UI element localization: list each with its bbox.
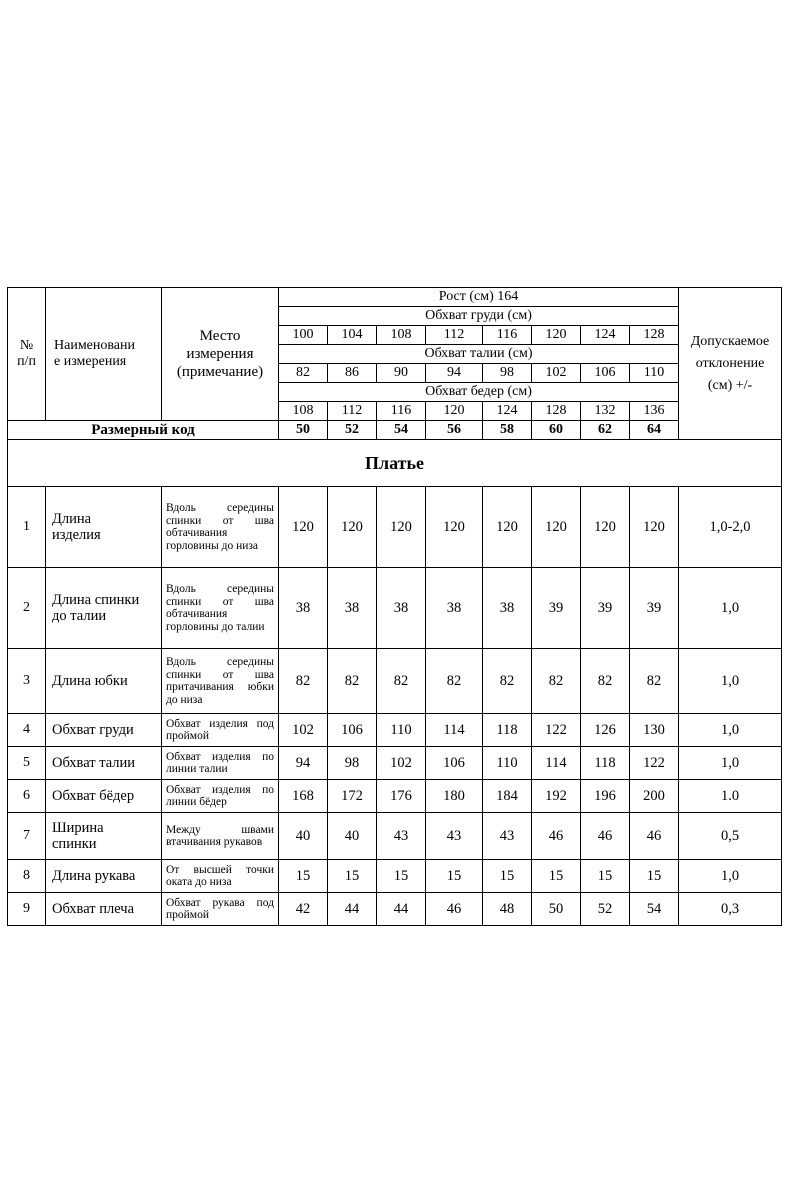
size-code-value: 54 xyxy=(377,421,426,440)
measurement-name: Длина спинки до талии xyxy=(46,568,162,649)
waist-value: 106 xyxy=(581,364,630,383)
chest-value: 116 xyxy=(483,326,532,345)
measurement-row xyxy=(8,780,782,813)
measurement-row xyxy=(8,860,782,893)
header-chest-label: Обхват груди (см) xyxy=(279,307,679,326)
size-code-value: 56 xyxy=(426,421,483,440)
measurement-value: 106 xyxy=(426,747,483,780)
chest-value: 108 xyxy=(377,326,426,345)
measurement-value: 82 xyxy=(426,649,483,714)
waist-value: 82 xyxy=(279,364,328,383)
measurement-value: 180 xyxy=(426,780,483,813)
header-waist-label: Обхват талии (см) xyxy=(279,345,679,364)
measurement-value: 15 xyxy=(483,860,532,893)
measurement-value: 82 xyxy=(279,649,328,714)
size-code-value: 58 xyxy=(483,421,532,440)
tolerance-value: 0,3 xyxy=(679,893,782,926)
measurement-value: 38 xyxy=(328,568,377,649)
measurement-value: 15 xyxy=(532,860,581,893)
measurement-value: 122 xyxy=(532,714,581,747)
header-hips-label: Обхват бедер (см) xyxy=(279,383,679,402)
size-code-value: 60 xyxy=(532,421,581,440)
measurement-value: 15 xyxy=(426,860,483,893)
measurement-value: 50 xyxy=(532,893,581,926)
measurement-value: 82 xyxy=(377,649,426,714)
measurement-note: Вдоль середины спинки от шва обтачивания горловины до низа xyxy=(162,487,279,568)
hips-value: 124 xyxy=(483,402,532,421)
measurement-row xyxy=(8,568,782,649)
measurement-row xyxy=(8,649,782,714)
size-code-row xyxy=(8,421,782,440)
measurement-name: Длина изделия xyxy=(46,487,162,568)
chest-value: 100 xyxy=(279,326,328,345)
measurement-note: От высшей точки оката до низа xyxy=(162,860,279,893)
measurement-row xyxy=(8,813,782,860)
waist-value: 86 xyxy=(328,364,377,383)
measurement-value: 118 xyxy=(483,714,532,747)
measurement-value: 42 xyxy=(279,893,328,926)
tolerance-value: 1,0 xyxy=(679,714,782,747)
measurement-value: 82 xyxy=(581,649,630,714)
row-number: 8 xyxy=(8,860,46,893)
measurement-value: 46 xyxy=(630,813,679,860)
hips-value: 128 xyxy=(532,402,581,421)
size-code-value: 52 xyxy=(328,421,377,440)
measurement-value: 192 xyxy=(532,780,581,813)
measurement-value: 44 xyxy=(377,893,426,926)
section-title: Платье xyxy=(8,440,782,487)
hips-value: 120 xyxy=(426,402,483,421)
measurement-value: 43 xyxy=(426,813,483,860)
row-number: 2 xyxy=(8,568,46,649)
measurement-value: 120 xyxy=(630,487,679,568)
tolerance-value: 1,0-2,0 xyxy=(679,487,782,568)
measurement-value: 120 xyxy=(581,487,630,568)
measurement-note: Обхват изделия по линии бёдер xyxy=(162,780,279,813)
measurement-row xyxy=(8,893,782,926)
tolerance-value: 1,0 xyxy=(679,747,782,780)
measurement-note: Вдоль середины спинки от шва притачивания юбки до низа xyxy=(162,649,279,714)
row-number: 9 xyxy=(8,893,46,926)
measurement-note: Между швами втачивания рукавов xyxy=(162,813,279,860)
measurement-value: 40 xyxy=(279,813,328,860)
size-code-value: 50 xyxy=(279,421,328,440)
measurement-value: 130 xyxy=(630,714,679,747)
measurement-value: 126 xyxy=(581,714,630,747)
measurement-value: 15 xyxy=(377,860,426,893)
measurement-value: 102 xyxy=(279,714,328,747)
measurement-value: 196 xyxy=(581,780,630,813)
measurement-value: 200 xyxy=(630,780,679,813)
tolerance-value: 1,0 xyxy=(679,860,782,893)
row-number: 1 xyxy=(8,487,46,568)
measurement-value: 44 xyxy=(328,893,377,926)
row-number: 3 xyxy=(8,649,46,714)
measurement-value: 48 xyxy=(483,893,532,926)
hips-value: 136 xyxy=(630,402,679,421)
measurement-value: 110 xyxy=(483,747,532,780)
measurement-value: 120 xyxy=(483,487,532,568)
chest-value: 128 xyxy=(630,326,679,345)
measurement-value: 43 xyxy=(483,813,532,860)
waist-value: 90 xyxy=(377,364,426,383)
measurement-value: 15 xyxy=(328,860,377,893)
waist-value: 94 xyxy=(426,364,483,383)
measurement-value: 38 xyxy=(426,568,483,649)
measurement-value: 114 xyxy=(426,714,483,747)
chest-value: 120 xyxy=(532,326,581,345)
measurement-value: 114 xyxy=(532,747,581,780)
header-height: Рост (см) 164 xyxy=(279,288,679,307)
measurement-row xyxy=(8,714,782,747)
measurement-name: Обхват груди xyxy=(46,714,162,747)
measurement-value: 118 xyxy=(581,747,630,780)
tolerance-value: 1,0 xyxy=(679,649,782,714)
measurement-value: 110 xyxy=(377,714,426,747)
measurement-value: 82 xyxy=(328,649,377,714)
tolerance-value: 0,5 xyxy=(679,813,782,860)
measurement-value: 38 xyxy=(279,568,328,649)
measurement-row xyxy=(8,487,782,568)
measurement-value: 120 xyxy=(279,487,328,568)
row-number: 5 xyxy=(8,747,46,780)
hips-value: 132 xyxy=(581,402,630,421)
measurement-value: 39 xyxy=(581,568,630,649)
measurement-value: 120 xyxy=(328,487,377,568)
measurement-value: 46 xyxy=(426,893,483,926)
measurement-value: 172 xyxy=(328,780,377,813)
measurement-value: 15 xyxy=(581,860,630,893)
measurement-value: 98 xyxy=(328,747,377,780)
measurement-value: 120 xyxy=(426,487,483,568)
size-code-value: 62 xyxy=(581,421,630,440)
measurement-value: 39 xyxy=(630,568,679,649)
measurement-note: Обхват изделия по линии талии xyxy=(162,747,279,780)
measurement-value: 120 xyxy=(532,487,581,568)
measurement-value: 38 xyxy=(483,568,532,649)
size-code-label: Размерный код xyxy=(8,421,279,440)
size-code-value: 64 xyxy=(630,421,679,440)
waist-value: 110 xyxy=(630,364,679,383)
measurement-value: 168 xyxy=(279,780,328,813)
measurement-note: Вдоль середины спинки от шва обтачивания горловины до талии xyxy=(162,568,279,649)
measurement-name: Обхват бёдер xyxy=(46,780,162,813)
measurement-name: Ширина спинки xyxy=(46,813,162,860)
measurement-value: 46 xyxy=(581,813,630,860)
measurement-row xyxy=(8,747,782,780)
tolerance-value: 1,0 xyxy=(679,568,782,649)
measurement-name: Длина юбки xyxy=(46,649,162,714)
measurement-value: 94 xyxy=(279,747,328,780)
waist-value: 98 xyxy=(483,364,532,383)
row-number: 6 xyxy=(8,780,46,813)
measurement-value: 46 xyxy=(532,813,581,860)
tolerance-value: 1.0 xyxy=(679,780,782,813)
measurement-value: 122 xyxy=(630,747,679,780)
measurement-value: 102 xyxy=(377,747,426,780)
measurement-value: 52 xyxy=(581,893,630,926)
measurement-value: 15 xyxy=(279,860,328,893)
measurement-value: 82 xyxy=(532,649,581,714)
measurement-value: 82 xyxy=(630,649,679,714)
hips-value: 112 xyxy=(328,402,377,421)
hips-value: 108 xyxy=(279,402,328,421)
measurement-value: 39 xyxy=(532,568,581,649)
measurement-value: 106 xyxy=(328,714,377,747)
measurement-name: Обхват талии xyxy=(46,747,162,780)
measurement-value: 120 xyxy=(377,487,426,568)
header-tolerance: Допускаемое отклонение (см) +/- xyxy=(679,288,782,440)
measurement-value: 43 xyxy=(377,813,426,860)
measurement-name: Обхват плеча xyxy=(46,893,162,926)
hips-value: 116 xyxy=(377,402,426,421)
row-number: 4 xyxy=(8,714,46,747)
header-name: Наименовани е измерения xyxy=(46,288,162,421)
chest-value: 104 xyxy=(328,326,377,345)
waist-value: 102 xyxy=(532,364,581,383)
measurement-note: Обхват рукава под проймой xyxy=(162,893,279,926)
row-number: 7 xyxy=(8,813,46,860)
header-no: № п/п xyxy=(8,288,46,421)
measurement-value: 38 xyxy=(377,568,426,649)
measurement-value: 176 xyxy=(377,780,426,813)
measurement-value: 15 xyxy=(630,860,679,893)
chest-value: 124 xyxy=(581,326,630,345)
measurement-value: 40 xyxy=(328,813,377,860)
chest-value: 112 xyxy=(426,326,483,345)
size-table xyxy=(7,287,782,926)
measurement-value: 184 xyxy=(483,780,532,813)
measurement-value: 54 xyxy=(630,893,679,926)
header-place: Место измерения (примечание) xyxy=(162,288,279,421)
measurement-name: Длина рукава xyxy=(46,860,162,893)
measurement-value: 82 xyxy=(483,649,532,714)
measurement-note: Обхват изделия под проймой xyxy=(162,714,279,747)
